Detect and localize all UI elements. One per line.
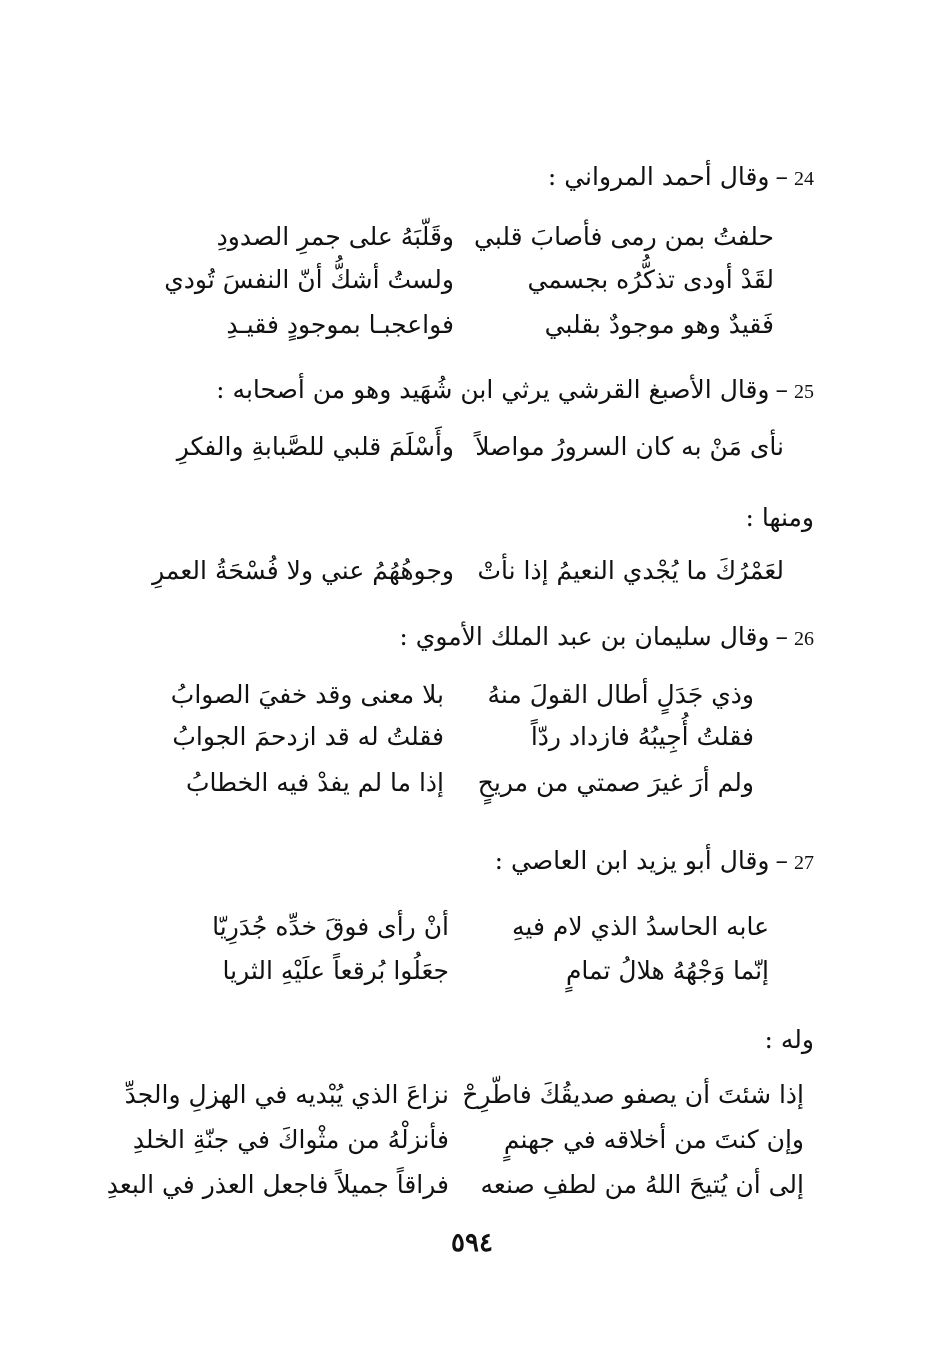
verse-second-hemistich: إذا ما لم يفدْ فيه الخطابُ (185, 768, 444, 797)
section-heading-26 (399, 622, 814, 651)
section-title: وقال الأصبغ القرشي يرثي ابن شُهَيد وهو من أصحابه : (216, 375, 770, 404)
section-dash: – (775, 846, 788, 875)
verse-second-hemistich: فواعجبـا بموجودٍ فقيـدِ (226, 310, 454, 339)
verse-first-hemistich: وذي جَدَلٍ أطال القولَ منهُ (487, 680, 754, 709)
section-number: 26 (794, 628, 814, 650)
verse-second-hemistich: فأنزلْهُ من مثْواكَ في جنّةِ الخلدِ (132, 1125, 449, 1154)
verse-second-hemistich: وجوهُهُمُ عني ولا فُسْحَةُ العمرِ (152, 556, 454, 585)
verse-first-hemistich: حلفتُ بمن رمى فأصابَ قلبي (473, 222, 774, 251)
section-heading-24 (548, 162, 814, 191)
section-dash: – (775, 375, 788, 404)
verse-second-hemistich: وقَلّبَهُ على جمرِ الصدودِ (216, 222, 454, 251)
verse-first-hemistich: فَقيدٌ وهو موجودٌ بقلبي (544, 310, 774, 339)
section-number: 25 (794, 381, 814, 403)
section-title: وقال أبو يزيد ابن العاصي : (494, 846, 770, 875)
verse-second-hemistich: ولستُ أشكُّ أنّ النفسَ تُودي (164, 265, 454, 294)
verse-first-hemistich: إذا شئتَ أن يصفو صديقُكَ فاطّرِحْ (462, 1080, 804, 1109)
verse-first-hemistich: إلى أن يُتيحَ اللهُ من لطفِ صنعه (480, 1170, 804, 1199)
verse-first-hemistich: لقَدْ أودى تذكُّرُه بجسمي (527, 265, 774, 294)
sub-heading: ومنها : (745, 503, 814, 532)
verse-first-hemistich: ولم أرَ غيرَ صمتي من مريحٍ (477, 768, 754, 797)
verse-second-hemistich: جعَلُوا بُرقعاً علَيْهِ الثريا (222, 956, 449, 985)
section-heading-27 (495, 846, 814, 875)
sub-heading: وله : (764, 1025, 814, 1054)
verse-first-hemistich: عابه الحاسدُ الذي لام فيهِ (512, 912, 769, 941)
section-number: 27 (794, 852, 814, 874)
verse-second-hemistich: وأَسْلَمَ قلبي للصَّبابةِ والفكرِ (176, 432, 454, 461)
verse-first-hemistich: لعَمْرُكَ ما يُجْدي النعيمُ إذا نأتْ (477, 556, 784, 585)
verse-second-hemistich: فراقاً جميلاً فاجعل العذر في البعدِ (106, 1170, 449, 1199)
section-title: وقال سليمان بن عبد الملك الأموي : (399, 622, 770, 651)
section-dash: – (775, 622, 788, 651)
section-dash: – (775, 162, 788, 191)
section-number: 24 (794, 168, 814, 190)
verse-second-hemistich: فقلتُ له قد ازدحمَ الجوابُ (172, 722, 444, 751)
verse-second-hemistich: بلا معنى وقد خفيَ الصوابُ (170, 680, 444, 709)
section-heading-25 (216, 375, 814, 404)
verse-first-hemistich: إنّما وَجْهُهُ هلالُ تمامٍ (565, 956, 769, 985)
verse-first-hemistich: فقلتُ أُجِيبُهُ فازداد ردّاً (530, 722, 754, 751)
verse-first-hemistich: نأى مَنْ به كان السرورُ مواصلاً (475, 432, 784, 461)
section-title: وقال أحمد المرواني : (547, 162, 770, 191)
verse-first-hemistich: وإن كنتَ من أخلاقه في جهنمٍ (503, 1125, 804, 1154)
verse-second-hemistich: نزاعَ الذي يُبْديه في الهزلِ والجدِّ (124, 1080, 449, 1109)
page-number: ٥٩٤ (451, 1228, 493, 1258)
verse-second-hemistich: أنْ رأى فوقَ خدِّه جُدَرِيّا (212, 912, 449, 941)
